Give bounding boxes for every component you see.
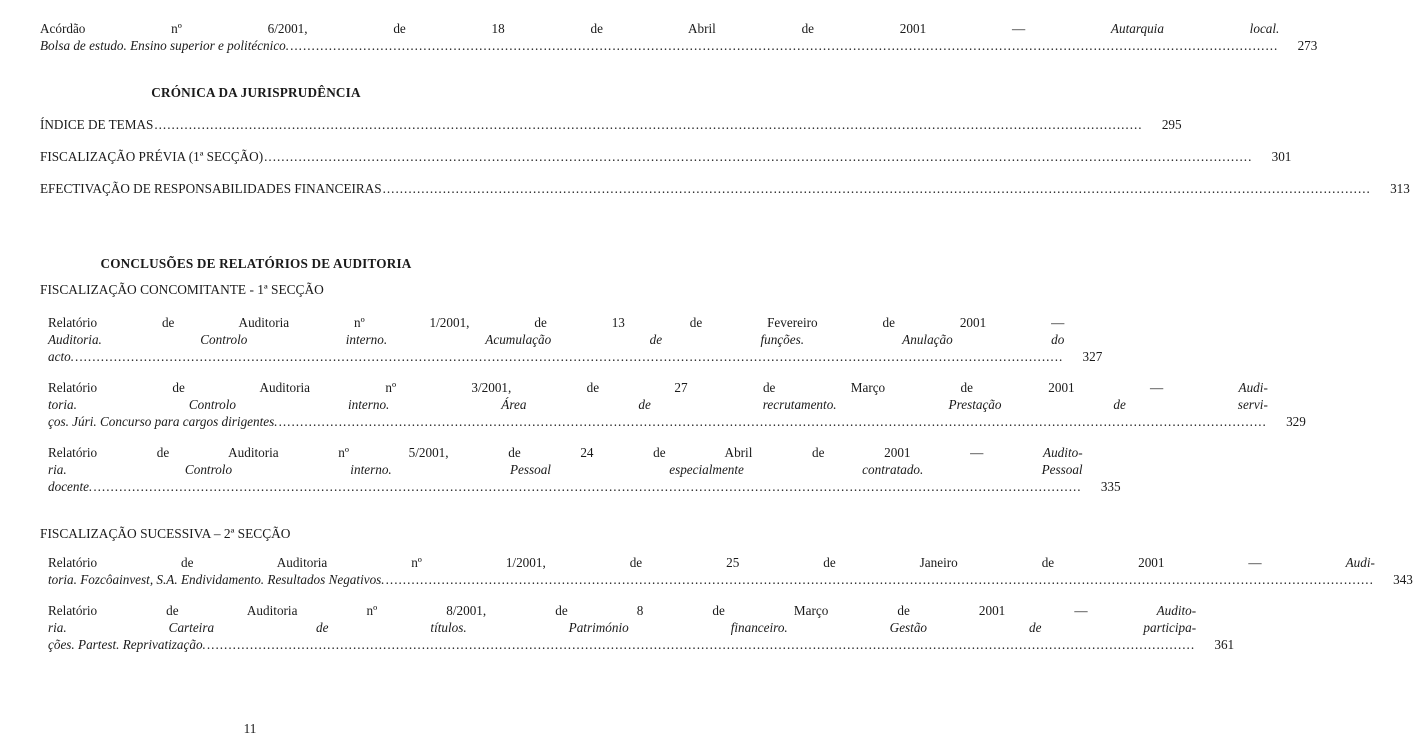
toc-entry-fiscalizacao-previa[interactable] <box>40 148 1292 165</box>
entry-subject: ria. Carteira de títulos. Património financeiro. Gestão de participa- <box>48 620 1197 635</box>
sucessiva-list <box>40 554 1413 653</box>
page-number: 327 <box>1082 349 1103 364</box>
entry-subject: ções. Partest. Reprivatização. <box>48 637 206 652</box>
entry-text: Relatório de Auditoria nº 8/2001, de 8 de Março de 2001 — <box>48 603 1088 618</box>
entry-text: Acórdão nº 6/2001, de 18 de Abril de 2001 — <box>40 21 1026 36</box>
entry-text: Relatório de Auditoria nº 1/2001, de 25 de Janeiro de 2001 — <box>48 555 1262 570</box>
entry-subject: docente. <box>48 479 93 494</box>
section-heading-conclusoes: CONCLUSÕES DE RELATÓRIOS DE AUDITORIA <box>100 256 412 271</box>
entry-label: EFECTIVAÇÃO DE RESPONSABILIDADES FINANCEIRAS <box>40 181 382 196</box>
toc-entry-relatorio-8-2001[interactable] <box>48 602 1235 653</box>
entry-subject: toria. Fozcôainvest, S.A. Endividamento. Resultados Negativos. <box>48 572 385 587</box>
page-number: 301 <box>1271 149 1292 164</box>
footer-page-number: 11 <box>243 721 257 736</box>
toc-entry-efectivacao[interactable] <box>40 180 1410 197</box>
leader-dots <box>154 116 1142 133</box>
cronica-list <box>40 116 1410 197</box>
entry-subject: Audito- <box>1156 603 1197 618</box>
entry-subject: Bolsa de estudo. Ensino superior e politécnico. <box>40 38 290 53</box>
entry-text: Relatório de Auditoria nº 5/2001, de 24 de Abril de 2001 — <box>48 445 984 460</box>
entry-subject: Autarquia local. <box>1110 21 1280 36</box>
leader-dots <box>290 37 1278 54</box>
concomitante-list <box>40 314 1306 495</box>
page-number: 329 <box>1286 414 1306 429</box>
leader-dots <box>93 478 1081 495</box>
page-number: 313 <box>1390 181 1410 196</box>
entry-subject: Auditoria. Controlo interno. Acumulação de funções. Anulação do <box>48 332 1065 347</box>
leader-dots <box>264 148 1252 165</box>
entry-subject: toria. Controlo interno. Área de recrutamento. Prestação de servi- <box>48 397 1268 412</box>
leader-dots <box>383 180 1371 197</box>
entry-label: ÍNDICE DE TEMAS <box>40 117 154 132</box>
page-number: 361 <box>1214 637 1235 652</box>
entry-subject: Audito- <box>1043 445 1083 460</box>
toc-page <box>40 20 1413 653</box>
toc-entry-acordao[interactable] <box>40 20 1318 54</box>
toc-entry-relatorio-1-2001-sucessiva[interactable] <box>48 554 1413 588</box>
leader-dots <box>75 348 1063 365</box>
subsection-title-concomitante: FISCALIZAÇÃO CONCOMITANTE - 1ª SECÇÃO <box>40 282 324 297</box>
page-number: 343 <box>1393 572 1413 587</box>
leader-dots <box>279 413 1267 430</box>
page-number: 295 <box>1161 117 1182 132</box>
entry-subject: ços. Júri. Concurso para cargos dirigentes. <box>48 414 278 429</box>
entry-text: Relatório de Auditoria nº 3/2001, de 27 de Março de 2001 — <box>48 380 1164 395</box>
entry-subject: ria. Controlo interno. Pessoal especialmente contratado. Pessoal <box>48 462 1083 477</box>
entry-text: Relatório de Auditoria nº 1/2001, de 13 de Fevereiro de 2001 — <box>48 315 1065 330</box>
toc-entry-relatorio-3-2001[interactable] <box>48 379 1306 430</box>
toc-entry-relatorio-1-2001[interactable] <box>48 314 1103 365</box>
subsection-title-sucessiva: FISCALIZAÇÃO SUCESSIVA – 2ª SECÇÃO <box>40 526 291 541</box>
page-number: 273 <box>1297 38 1318 53</box>
page-number: 335 <box>1100 479 1121 494</box>
toc-entry-indice-temas[interactable] <box>40 116 1182 133</box>
section-heading-cronica: CRÓNICA DA JURISPRUDÊNCIA <box>151 85 361 100</box>
leader-dots <box>386 571 1374 588</box>
entry-subject: Audi- <box>1238 380 1268 395</box>
toc-entry-relatorio-5-2001[interactable] <box>48 444 1121 495</box>
entry-subject: acto. <box>48 349 75 364</box>
leader-dots <box>207 636 1195 653</box>
entry-label: FISCALIZAÇÃO PRÉVIA (1ª SECÇÃO) <box>40 149 264 164</box>
entry-subject: Audi- <box>1345 555 1375 570</box>
